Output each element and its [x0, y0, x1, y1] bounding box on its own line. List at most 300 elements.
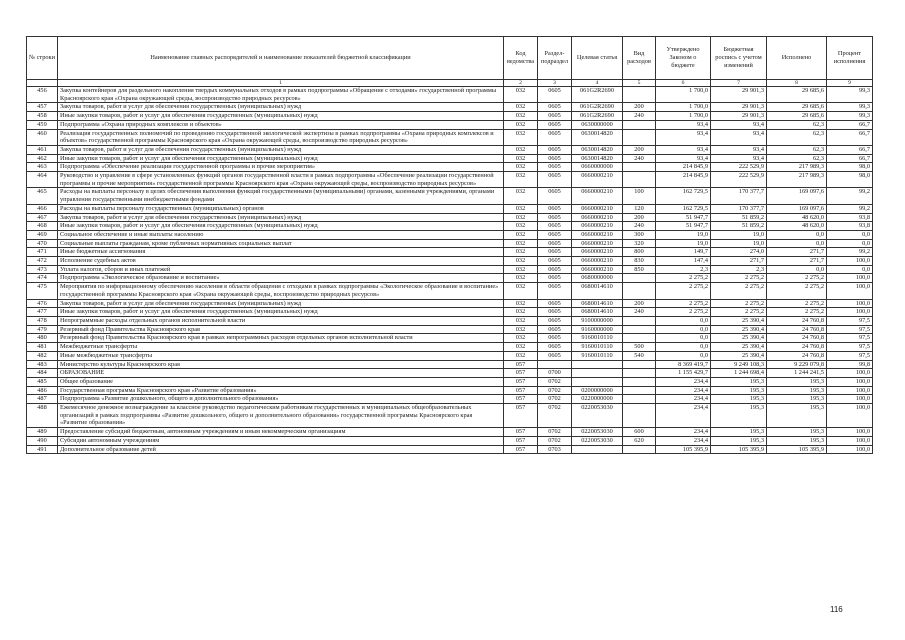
row-ved: 032	[504, 120, 538, 129]
row-name: Уплата налогов, сборов и иных платежей	[58, 265, 504, 274]
table-row	[27, 404, 873, 428]
row-vr	[623, 404, 656, 428]
row-approved: 234,4	[656, 377, 711, 386]
row-vr: 300	[623, 230, 656, 239]
row-executed: 169 097,6	[767, 204, 827, 213]
row-vr	[623, 87, 656, 103]
row-approved: 93,4	[656, 120, 711, 129]
row-vr	[623, 445, 656, 454]
row-budget: 195,3	[711, 386, 767, 395]
row-cs: 0660000210	[572, 213, 623, 222]
row-executed: 29 685,6	[767, 103, 827, 112]
row-name: Общее образование	[58, 377, 504, 386]
row-pct: 100,0	[827, 274, 873, 283]
table-row	[27, 239, 873, 248]
row-vr: 200	[623, 103, 656, 112]
row-executed: 29 685,6	[767, 87, 827, 103]
row-budget: 222 529,9	[711, 163, 767, 172]
table-row	[27, 87, 873, 103]
row-number: 476	[27, 299, 58, 308]
table-row	[27, 445, 873, 454]
row-executed: 24 760,8	[767, 325, 827, 334]
row-razd: 0605	[538, 188, 572, 204]
row-ved: 032	[504, 343, 538, 352]
row-cs: 061G2R2690	[572, 103, 623, 112]
row-razd: 0605	[538, 154, 572, 163]
row-budget: 51 859,2	[711, 222, 767, 231]
table-row	[27, 428, 873, 437]
row-pct: 97,5	[827, 343, 873, 352]
row-budget: 2 275,2	[711, 274, 767, 283]
row-approved: 19,0	[656, 230, 711, 239]
row-budget: 93,4	[711, 145, 767, 154]
row-number: 456	[27, 87, 58, 103]
row-name: Подпрограмма «Охрана природных комплексов и объектов»	[58, 120, 504, 129]
row-razd	[538, 360, 572, 369]
row-razd: 0605	[538, 103, 572, 112]
row-approved: 2 275,2	[656, 274, 711, 283]
row-pct: 100,0	[827, 436, 873, 445]
row-pct: 97,5	[827, 334, 873, 343]
row-executed: 195,3	[767, 386, 827, 395]
row-vr	[623, 369, 656, 378]
row-razd: 0605	[538, 283, 572, 299]
row-vr	[623, 334, 656, 343]
row-razd: 0605	[538, 265, 572, 274]
row-ved: 032	[504, 265, 538, 274]
row-pct: 100,0	[827, 445, 873, 454]
row-razd: 0605	[538, 120, 572, 129]
row-razd: 0605	[538, 316, 572, 325]
row-number: 471	[27, 248, 58, 257]
row-ved: 032	[504, 334, 538, 343]
row-budget: 19,0	[711, 239, 767, 248]
table-row	[27, 257, 873, 266]
row-budget: 195,3	[711, 436, 767, 445]
row-number: 463	[27, 163, 58, 172]
row-executed: 2 275,2	[767, 274, 827, 283]
row-vr	[623, 129, 656, 145]
row-pct: 100,0	[827, 386, 873, 395]
row-razd: 0605	[538, 230, 572, 239]
row-pct: 100,0	[827, 299, 873, 308]
row-vr	[623, 283, 656, 299]
row-vr: 240	[623, 222, 656, 231]
row-approved: 51 947,7	[656, 222, 711, 231]
row-number: 457	[27, 103, 58, 112]
row-vr: 200	[623, 213, 656, 222]
row-razd: 0605	[538, 213, 572, 222]
row-cs: 0220000000	[572, 395, 623, 404]
row-cs: 9160010110	[572, 351, 623, 360]
table-row	[27, 163, 873, 172]
row-number: 466	[27, 204, 58, 213]
row-vr	[623, 395, 656, 404]
row-pct: 99,8	[827, 360, 873, 369]
row-number: 477	[27, 308, 58, 317]
table-row	[27, 369, 873, 378]
row-executed: 24 760,8	[767, 343, 827, 352]
row-approved: 1 700,0	[656, 87, 711, 103]
row-name: Реализация государственных полномочий по проведению государственной экологической экспертизы в рамках подпрограммы «Охрана природных комплексов и объектов» государственной программы Красноярского края «Охрана окружающей среды, воспроизводство природных ресурсов»	[58, 129, 504, 145]
row-name: Иные межбюджетные трансферты	[58, 351, 504, 360]
row-number: 481	[27, 343, 58, 352]
row-approved: 234,4	[656, 428, 711, 437]
table-row	[27, 386, 873, 395]
row-ved: 057	[504, 395, 538, 404]
row-razd: 0702	[538, 404, 572, 428]
row-name: Субсидии автономным учреждениям	[58, 436, 504, 445]
row-number: 479	[27, 325, 58, 334]
row-approved: 2 275,2	[656, 283, 711, 299]
row-razd: 0605	[538, 172, 572, 188]
row-cs: 9160010110	[572, 343, 623, 352]
table-row	[27, 299, 873, 308]
row-name: Закупка товаров, работ и услуг для обеспечения государственных (муниципальных) нужд	[58, 145, 504, 154]
row-ved: 032	[504, 239, 538, 248]
row-vr: 800	[623, 248, 656, 257]
row-ved: 032	[504, 154, 538, 163]
row-name: Иные бюджетные ассигнования	[58, 248, 504, 257]
row-ved: 057	[504, 360, 538, 369]
row-approved: 19,0	[656, 239, 711, 248]
row-budget: 25 390,4	[711, 316, 767, 325]
row-ved: 057	[504, 377, 538, 386]
row-approved: 1 700,0	[656, 112, 711, 121]
row-ved: 032	[504, 213, 538, 222]
row-ved: 032	[504, 112, 538, 121]
row-ved: 032	[504, 351, 538, 360]
row-ved: 057	[504, 428, 538, 437]
row-cs	[572, 369, 623, 378]
row-executed: 9 229 079,8	[767, 360, 827, 369]
row-vr	[623, 163, 656, 172]
row-approved: 234,4	[656, 404, 711, 428]
row-ved: 032	[504, 316, 538, 325]
row-number: 489	[27, 428, 58, 437]
row-ved: 057	[504, 386, 538, 395]
row-cs: 0660000210	[572, 204, 623, 213]
row-executed: 62,3	[767, 120, 827, 129]
row-vr: 200	[623, 299, 656, 308]
row-ved: 032	[504, 248, 538, 257]
row-pct: 99,2	[827, 204, 873, 213]
row-name: Социальные выплаты гражданам, кроме публичных нормативных социальных выплат	[58, 239, 504, 248]
row-approved: 93,4	[656, 154, 711, 163]
row-vr: 320	[623, 239, 656, 248]
row-cs: 0660000210	[572, 230, 623, 239]
header-executed: Исполнено	[767, 37, 827, 80]
row-razd: 0605	[538, 163, 572, 172]
row-pct: 100,0	[827, 377, 873, 386]
table-row	[27, 436, 873, 445]
row-razd: 0702	[538, 428, 572, 437]
row-name: Иные закупки товаров, работ и услуг для обеспечения государственных (муниципальных) нужд	[58, 222, 504, 231]
row-name: Подпрограмма «Развитие дошкольного, общего и дополнительного образования»	[58, 395, 504, 404]
row-approved: 2 275,2	[656, 308, 711, 317]
row-cs: 061G2R2690	[572, 87, 623, 103]
row-pct: 99,3	[827, 87, 873, 103]
row-pct: 99,3	[827, 112, 873, 121]
row-name: Закупка товаров, работ и услуг для обеспечения государственных (муниципальных) нужд	[58, 213, 504, 222]
row-approved: 214 845,9	[656, 163, 711, 172]
row-name: Межбюджетные трансферты	[58, 343, 504, 352]
row-razd: 0702	[538, 436, 572, 445]
row-cs: 0660000210	[572, 248, 623, 257]
table-row	[27, 154, 873, 163]
table-row	[27, 172, 873, 188]
row-pct: 97,5	[827, 351, 873, 360]
row-ved: 032	[504, 188, 538, 204]
row-approved: 93,4	[656, 129, 711, 145]
row-name: Иные закупки товаров, работ и услуг для обеспечения государственных (муниципальных) нужд	[58, 112, 504, 121]
row-number: 483	[27, 360, 58, 369]
row-pct: 100,0	[827, 428, 873, 437]
header-vr: Вид расходов	[623, 37, 656, 80]
row-cs: 0680014610	[572, 283, 623, 299]
row-vr: 600	[623, 428, 656, 437]
table-row	[27, 204, 873, 213]
row-executed: 29 685,6	[767, 112, 827, 121]
table-row	[27, 325, 873, 334]
row-budget: 274,0	[711, 248, 767, 257]
row-number: 484	[27, 369, 58, 378]
row-executed: 195,3	[767, 404, 827, 428]
row-number: 458	[27, 112, 58, 121]
row-razd: 0605	[538, 248, 572, 257]
row-number: 467	[27, 213, 58, 222]
row-vr	[623, 377, 656, 386]
row-name: Исполнение судебных актов	[58, 257, 504, 266]
row-budget: 170 377,7	[711, 204, 767, 213]
row-vr	[623, 172, 656, 188]
row-razd: 0605	[538, 239, 572, 248]
row-number: 482	[27, 351, 58, 360]
row-razd: 0605	[538, 112, 572, 121]
row-approved: 234,4	[656, 395, 711, 404]
row-approved: 51 947,7	[656, 213, 711, 222]
row-cs: 0660000210	[572, 188, 623, 204]
row-approved: 0,0	[656, 316, 711, 325]
row-budget: 195,3	[711, 395, 767, 404]
row-razd: 0605	[538, 325, 572, 334]
row-cs: 0220053030	[572, 428, 623, 437]
row-executed: 24 760,8	[767, 351, 827, 360]
colnum-8: 8	[767, 80, 827, 87]
row-executed: 62,3	[767, 145, 827, 154]
row-budget: 19,0	[711, 230, 767, 239]
row-pct: 66,7	[827, 129, 873, 145]
row-pct: 100,0	[827, 404, 873, 428]
row-approved: 214 845,9	[656, 172, 711, 188]
table-row	[27, 360, 873, 369]
row-ved: 032	[504, 230, 538, 239]
table-row	[27, 120, 873, 129]
row-ved: 057	[504, 369, 538, 378]
row-name: Резервный фонд Правительства Красноярского края	[58, 325, 504, 334]
row-number: 462	[27, 154, 58, 163]
row-ved: 032	[504, 222, 538, 231]
row-cs: 0680014610	[572, 308, 623, 317]
row-executed: 195,3	[767, 395, 827, 404]
row-budget: 25 390,4	[711, 343, 767, 352]
row-vr: 120	[623, 204, 656, 213]
row-razd: 0702	[538, 386, 572, 395]
row-name: Закупка контейнеров для раздельного накопления твердых коммунальных отходов в рамках подпрограммы «Обращение с отходами» государственной программы Красноярского края «Охрана окружающей среды, воспроизводство природных ресурсов»	[58, 87, 504, 103]
row-ved: 032	[504, 129, 538, 145]
row-vr: 830	[623, 257, 656, 266]
row-cs: 9100000000	[572, 316, 623, 325]
row-budget: 29 901,3	[711, 112, 767, 121]
column-number-row	[27, 80, 873, 87]
row-vr	[623, 120, 656, 129]
row-number: 490	[27, 436, 58, 445]
row-cs: 0630014820	[572, 129, 623, 145]
row-vr: 620	[623, 436, 656, 445]
row-cs: 0660000210	[572, 257, 623, 266]
row-cs: 0660000210	[572, 222, 623, 231]
row-executed: 271,7	[767, 257, 827, 266]
row-budget: 2 275,2	[711, 299, 767, 308]
row-budget: 2 275,2	[711, 283, 767, 299]
row-executed: 2 275,2	[767, 308, 827, 317]
row-number: 480	[27, 334, 58, 343]
page-number: 116	[830, 605, 843, 614]
row-executed: 195,3	[767, 377, 827, 386]
header-ved: Код ведомства	[504, 37, 538, 80]
row-number: 485	[27, 377, 58, 386]
row-ved: 032	[504, 163, 538, 172]
header-cs: Целевая статья	[572, 37, 623, 80]
row-razd: 0605	[538, 274, 572, 283]
row-executed: 48 620,0	[767, 213, 827, 222]
row-number: 473	[27, 265, 58, 274]
row-name: Дополнительное образование детей	[58, 445, 504, 454]
row-executed: 24 760,8	[767, 334, 827, 343]
header-razd: Раздел-подраздел	[538, 37, 572, 80]
row-name: Закупка товаров, работ и услуг для обеспечения государственных (муниципальных) нужд	[58, 103, 504, 112]
row-number: 486	[27, 386, 58, 395]
row-number: 472	[27, 257, 58, 266]
row-name: Подпрограмма «Обеспечение реализации государственной программы и прочие мероприятия»	[58, 163, 504, 172]
row-ved: 057	[504, 404, 538, 428]
row-pct: 93,8	[827, 222, 873, 231]
table-row	[27, 145, 873, 154]
row-budget: 29 901,3	[711, 103, 767, 112]
row-razd: 0605	[538, 204, 572, 213]
colnum-9: 9	[827, 80, 873, 87]
row-approved: 149,7	[656, 248, 711, 257]
row-approved: 93,4	[656, 145, 711, 154]
row-executed: 62,3	[767, 154, 827, 163]
row-budget: 93,4	[711, 120, 767, 129]
row-ved: 057	[504, 436, 538, 445]
row-budget: 51 859,2	[711, 213, 767, 222]
row-ved: 057	[504, 445, 538, 454]
row-executed: 62,3	[767, 129, 827, 145]
row-ved: 032	[504, 283, 538, 299]
row-number: 478	[27, 316, 58, 325]
row-budget: 271,7	[711, 257, 767, 266]
row-pct: 99,2	[827, 188, 873, 204]
row-razd: 0702	[538, 395, 572, 404]
row-budget: 170 377,7	[711, 188, 767, 204]
row-vr: 200	[623, 145, 656, 154]
row-approved: 1 155 429,7	[656, 369, 711, 378]
row-ved: 032	[504, 87, 538, 103]
row-name: ОБРАЗОВАНИЕ	[58, 369, 504, 378]
row-razd: 0605	[538, 308, 572, 317]
row-pct: 93,8	[827, 213, 873, 222]
row-pct: 0,0	[827, 265, 873, 274]
table-row	[27, 377, 873, 386]
row-ved: 032	[504, 325, 538, 334]
row-vr	[623, 274, 656, 283]
row-approved: 234,4	[656, 436, 711, 445]
row-pct: 98,0	[827, 172, 873, 188]
row-vr: 540	[623, 351, 656, 360]
row-pct: 0,0	[827, 239, 873, 248]
row-vr: 240	[623, 112, 656, 121]
row-ved: 032	[504, 145, 538, 154]
row-name: Государственная программа Красноярского края «Развитие образования»	[58, 386, 504, 395]
header-budget: Бюджетная роспись с учетом изменений	[711, 37, 767, 80]
row-cs: 0660000000	[572, 163, 623, 172]
header-name: Наименование главных распорядителей и наименование показателей бюджетной классификации	[58, 37, 504, 80]
row-vr: 850	[623, 265, 656, 274]
header-pct: Процент исполнения	[827, 37, 873, 80]
row-cs	[572, 445, 623, 454]
row-cs: 0680000000	[572, 274, 623, 283]
table-row	[27, 222, 873, 231]
row-executed: 217 989,3	[767, 172, 827, 188]
row-executed: 0,0	[767, 239, 827, 248]
row-pct: 98,0	[827, 163, 873, 172]
row-number: 475	[27, 283, 58, 299]
table-body	[27, 87, 873, 454]
row-budget: 25 390,4	[711, 351, 767, 360]
row-name: Иные закупки товаров, работ и услуг для обеспечения государственных (муниципальных) нужд	[58, 154, 504, 163]
row-approved: 105 395,9	[656, 445, 711, 454]
row-ved: 032	[504, 103, 538, 112]
colnum-2: 2	[504, 80, 538, 87]
colnum-5: 5	[623, 80, 656, 87]
row-pct: 66,7	[827, 154, 873, 163]
row-approved: 162 729,5	[656, 204, 711, 213]
row-name: Подпрограмма «Экологическое образование и воспитание»	[58, 274, 504, 283]
row-budget: 195,3	[711, 377, 767, 386]
table-row	[27, 316, 873, 325]
row-razd: 0605	[538, 257, 572, 266]
row-approved: 2,3	[656, 265, 711, 274]
row-vr: 100	[623, 188, 656, 204]
row-ved: 032	[504, 308, 538, 317]
table-row	[27, 351, 873, 360]
row-cs	[572, 377, 623, 386]
row-vr	[623, 316, 656, 325]
row-cs: 0200000000	[572, 386, 623, 395]
row-number: 461	[27, 145, 58, 154]
row-approved: 0,0	[656, 334, 711, 343]
row-cs: 0660000210	[572, 239, 623, 248]
table-row	[27, 395, 873, 404]
row-budget: 2 275,2	[711, 308, 767, 317]
row-pct: 100,0	[827, 308, 873, 317]
row-pct: 100,0	[827, 369, 873, 378]
row-razd: 0703	[538, 445, 572, 454]
row-name: Мероприятия по информационному обеспечению населения в области обращения с отходами в рамках подпрограммы «Экологическое образование и воспитание» государственной программы Красноярского края «Охрана окружающей среды, воспроизводство природных ресурсов»	[58, 283, 504, 299]
row-approved: 8 369 419,7	[656, 360, 711, 369]
